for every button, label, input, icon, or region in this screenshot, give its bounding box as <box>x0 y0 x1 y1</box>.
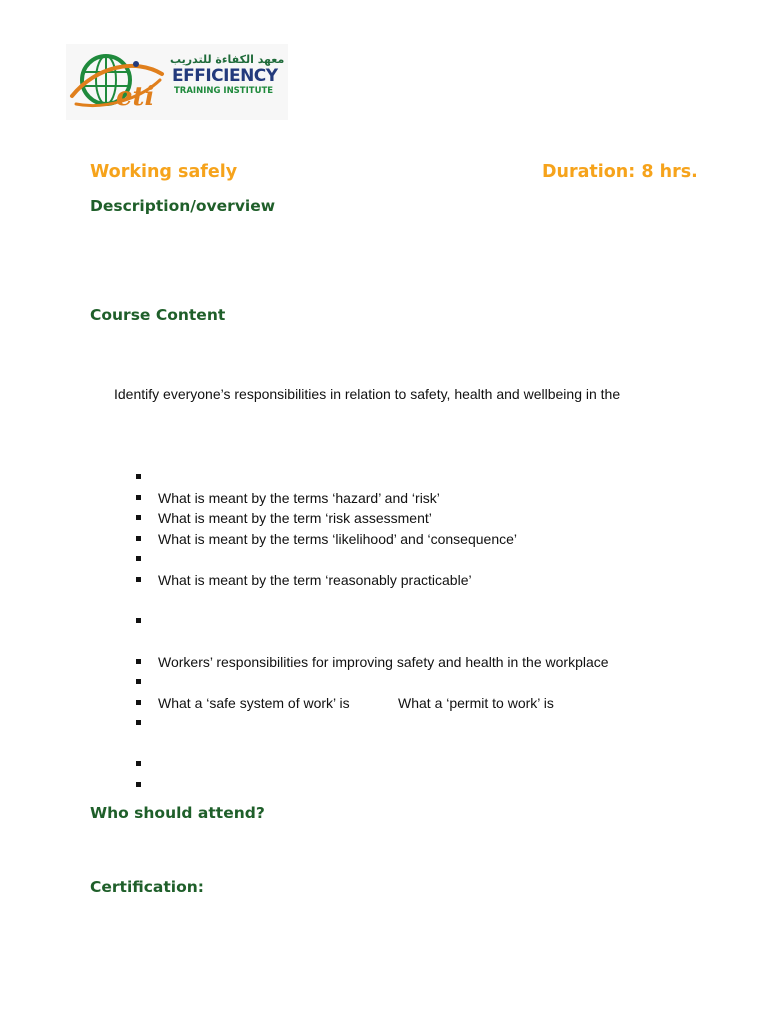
list-item-text: What a ‘safe system of work’ is <box>158 695 350 711</box>
who-should-attend-heading: Who should attend? <box>90 804 265 822</box>
list-item-text: What is meant by the terms ‘hazard’ and ‘risk’ <box>158 490 440 506</box>
bullet-icon <box>136 720 141 725</box>
logo-name: EFFICIENCY <box>172 66 278 86</box>
list-item-text: What is meant by the terms ‘likelihood’ and ‘consequence’ <box>158 531 518 547</box>
list-item-text: What is meant by the term ‘reasonably practicable’ <box>158 572 472 588</box>
bullet-icon <box>136 577 141 582</box>
bullet-icon <box>136 536 141 541</box>
bullet-icon <box>136 495 141 500</box>
logo-subtitle: TRAINING INSTITUTE <box>174 86 274 96</box>
bullet-icon <box>136 659 141 664</box>
list-item-text: What is meant by the term ‘risk assessment’ <box>158 510 432 526</box>
bullet-icon <box>136 515 141 520</box>
bullet-icon <box>136 700 141 705</box>
certification-heading: Certification: <box>90 878 204 896</box>
bullet-icon <box>136 679 141 684</box>
eti-logo <box>66 44 288 120</box>
logo-arabic-name: معهد الكفاءة للتدريب <box>170 53 285 66</box>
course-duration: Duration: 8 hrs. <box>542 162 698 182</box>
description-heading: Description/overview <box>90 197 276 215</box>
bullet-icon <box>136 761 141 766</box>
bullet-icon <box>136 618 141 623</box>
intro-text: Identify everyone’s responsibilities in relation to safety, health and wellbeing in the <box>114 386 621 402</box>
list-item-text: Workers’ responsibilities for improving safety and health in the workplace <box>158 654 609 670</box>
course-title: Working safely <box>90 162 238 182</box>
bullet-icon <box>136 474 141 479</box>
bullet-icon <box>136 782 141 787</box>
list-item-second-text: What a ‘permit to work’ is <box>398 695 554 711</box>
bullet-icon <box>136 556 141 561</box>
logo-eti-mark: eti <box>116 82 155 112</box>
course-content-heading: Course Content <box>90 306 226 324</box>
